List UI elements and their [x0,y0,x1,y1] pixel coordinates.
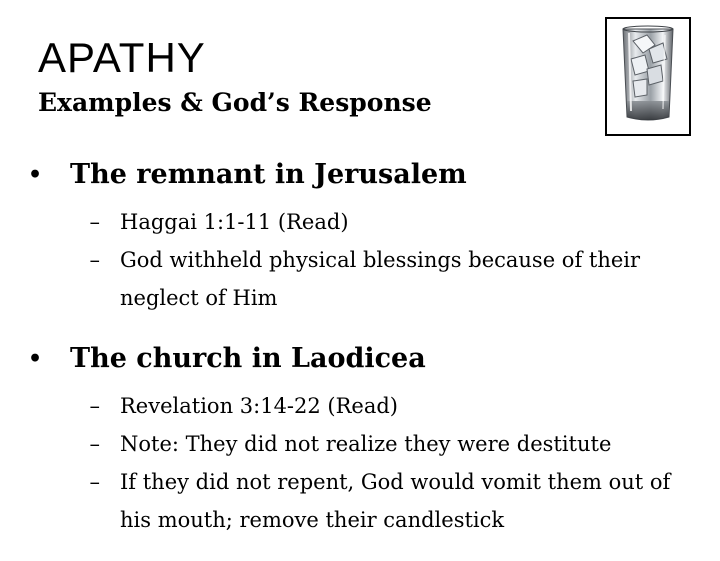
sub-bullet-marker: – [89,470,100,494]
bullet-marker: • [28,346,43,372]
bullet-text: The remnant in Jerusalem [70,159,467,190]
slide-subtitle: Examples & God’s Response [38,88,432,117]
sub-bullet-text: Note: They did not realize they were destitute [120,432,612,456]
sub-bullet-text: God withheld physical blessings because of their neglect of Him [120,248,641,310]
sub-bullet-item [28,387,698,425]
sub-bullet-text: Revelation 3:14-22 (Read) [120,394,399,418]
slide-title: APATHY [38,34,206,81]
sub-bullet-marker: – [89,248,100,272]
sub-bullet-marker: – [89,432,100,456]
bullet-text: The church in Laodicea [70,343,426,374]
bullet-marker: • [28,162,43,188]
sub-bullet-item [28,425,698,463]
glass-of-ice-image [605,17,691,136]
bullet-item [28,339,698,379]
sub-bullet-item [28,463,698,539]
sub-bullet-list [28,203,698,317]
sub-bullet-text: Haggai 1:1-11 (Read) [120,210,349,234]
glass-of-ice-icon [607,19,689,134]
sub-bullet-text: If they did not repent, God would vomit them out of his mouth; remove their candlestick [120,470,671,532]
sub-bullet-item [28,203,698,241]
bullet-item [28,155,698,195]
bullet-list [28,155,698,561]
sub-bullet-marker: – [89,394,100,418]
sub-bullet-marker: – [89,210,100,234]
sub-bullet-list [28,387,698,539]
sub-bullet-item [28,241,698,317]
